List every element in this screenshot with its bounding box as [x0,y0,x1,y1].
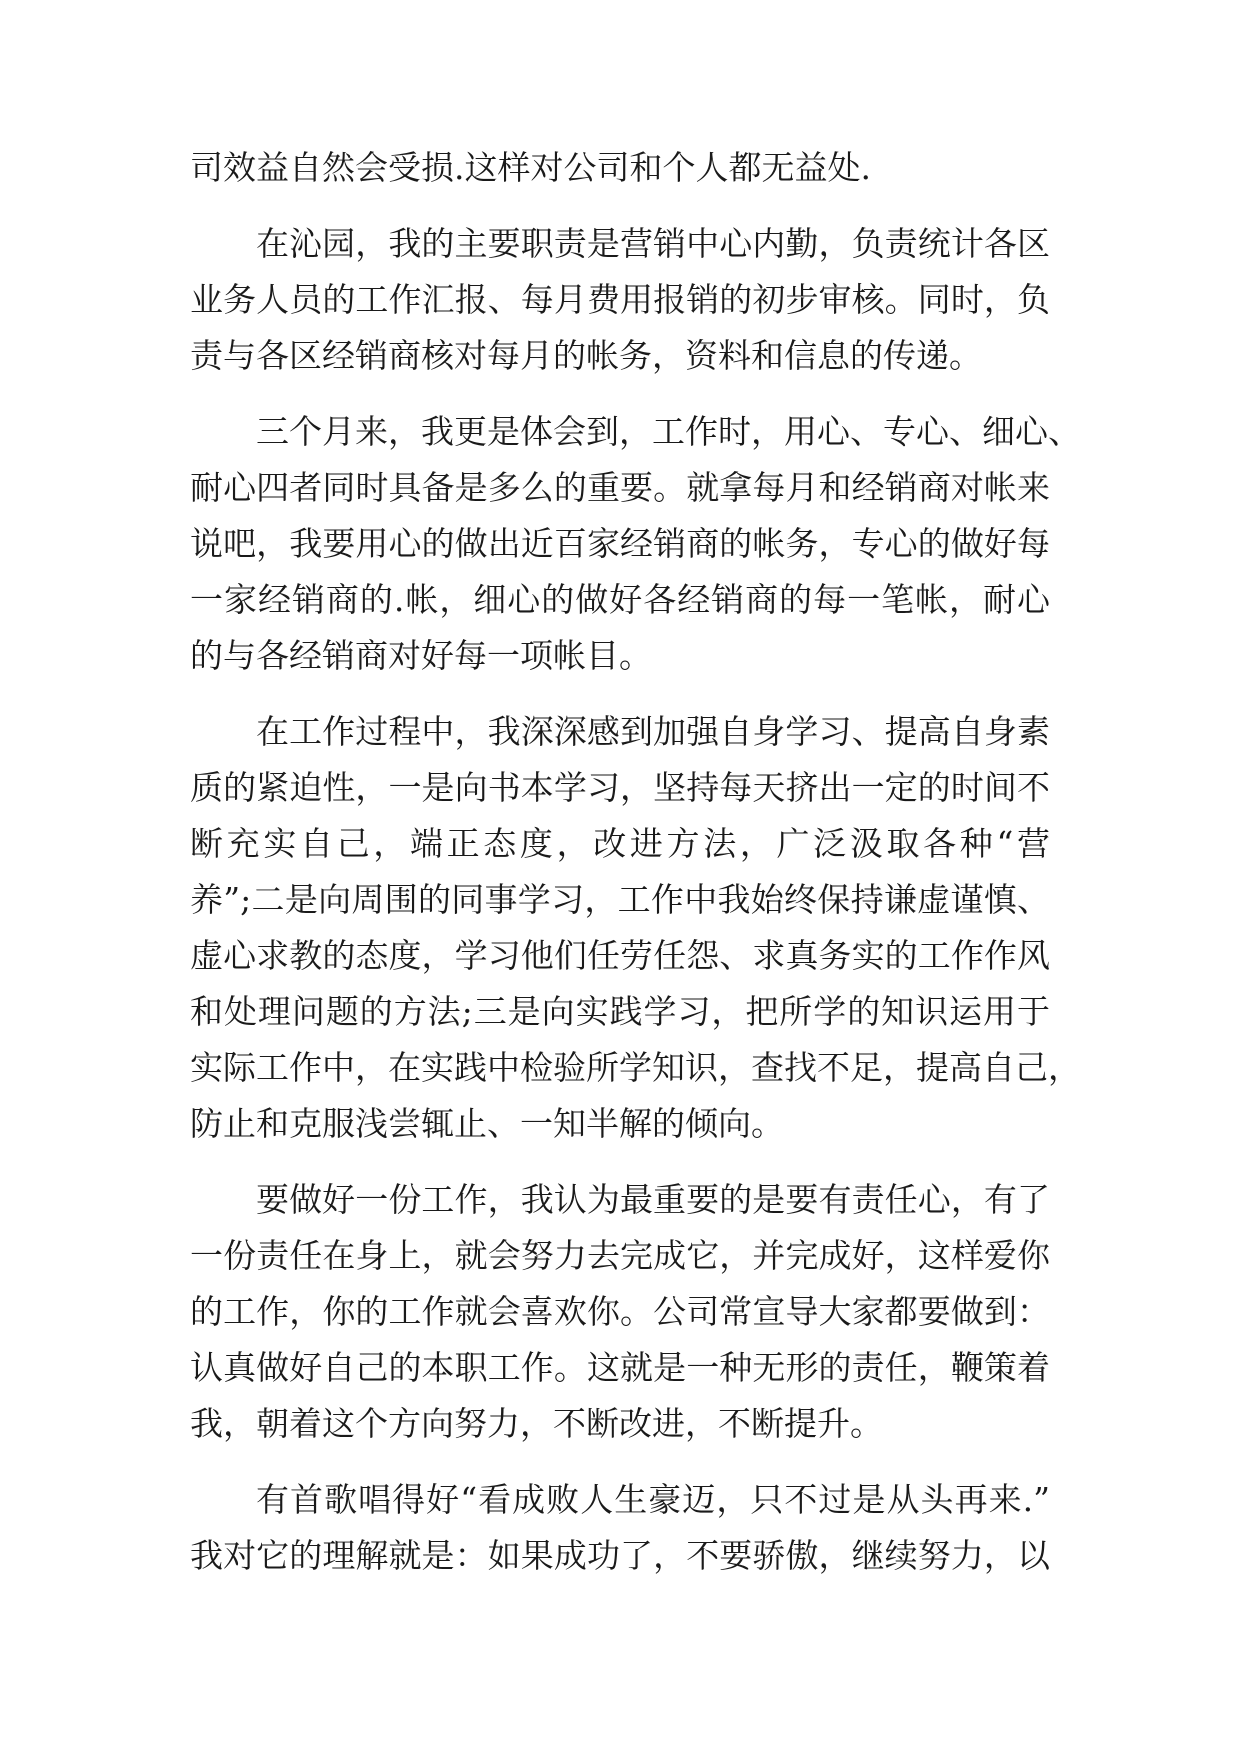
text-line: 断充实自己，端正态度，改进方法，广泛汲取各种“营 [190,824,1050,863]
text-line: 虚心求教的态度，学习他们任劳任怨、求真务实的工作作风 [190,936,1050,975]
text-line: 耐心四者同时具备是多么的重要。就拿每月和经销商对帐来 [190,468,1050,507]
text-line: 说吧，我要用心的做出近百家经销商的帐务，专心的做好每 [190,524,1050,563]
text-line: 实际工作中，在实践中检验所学知识，查找不足，提高自己， [190,1048,1081,1087]
text-line: 的工作，你的工作就会喜欢你。公司常宣导大家都要做到： [190,1292,1050,1331]
text-line: 业务人员的工作汇报、每月费用报销的初步审核。同时，负 [190,280,1050,319]
text-line: 的与各经销商对好每一项帐目。 [190,636,652,675]
text-line: 有首歌唱得好“看成败人生豪迈，只不过是从头再来.” [256,1480,1050,1519]
text-line: 三个月来，我更是体会到，工作时，用心、专心、细心、 [256,412,1081,451]
text-line: 一家经销商的.帐，细心的做好各经销商的每一笔帐，耐心 [190,580,1050,619]
text-line: 责与各区经销商核对每月的帐务，资料和信息的传递。 [190,336,982,375]
text-line: 在沁园，我的主要职责是营销中心内勤，负责统计各区 [256,224,1050,263]
text-line: 一份责任在身上，就会努力去完成它，并完成好，这样爱你 [190,1236,1050,1275]
text-line: 要做好一份工作，我认为最重要的是要有责任心，有了 [256,1180,1050,1219]
text-line: 认真做好自己的本职工作。这就是一种无形的责任，鞭策着 [190,1348,1050,1387]
text-line: 在工作过程中，我深深感到加强自身学习、提高自身素 [256,712,1050,751]
text-line: 我，朝着这个方向努力，不断改进，不断提升。 [190,1404,883,1443]
text-line: 质的紧迫性，一是向书本学习，坚持每天挤出一定的时间不 [190,768,1050,807]
text-line: 养”;二是向周围的同事学习，工作中我始终保持谦虚谨慎、 [190,880,1050,919]
text-line: 我对它的理解就是：如果成功了，不要骄傲，继续努力，以 [190,1536,1050,1575]
text-line: 和处理问题的方法;三是向实践学习，把所学的知识运用于 [190,992,1050,1031]
text-line: 防止和克服浅尝辄止、一知半解的倾向。 [190,1104,784,1143]
text-line: 司效益自然会受损.这样对公司和个人都无益处. [190,148,871,187]
